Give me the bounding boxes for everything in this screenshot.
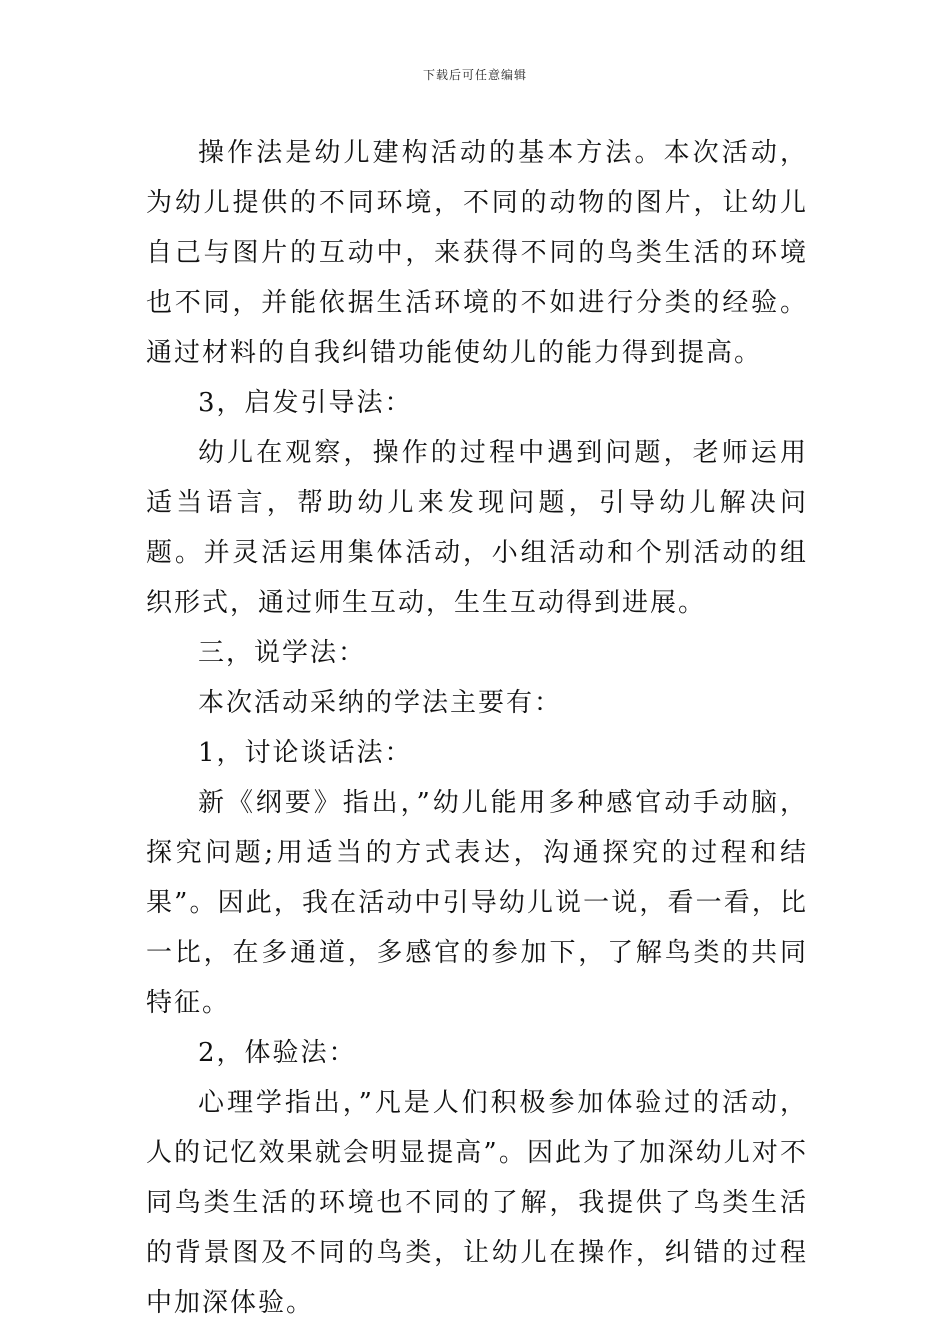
paragraph-guidance-method: 幼儿在观察，操作的过程中遇到问题，老师运用适当语言，帮助幼儿来发现问题，引导幼儿解决问题。并灵活运用集体活动，小组活动和个别活动的组织形式，通过师生互动，生生互动得到进展。 (146, 438, 808, 618)
paragraph-experience-method: 心理学指出，”凡是人们积极参加体验过的活动，人的记忆效果就会明显提高”。因此为了加深幼儿对不同鸟类生活的环境也不同的了解，我提供了鸟类生活的背景图及不同的鸟类，让幼儿在操作，纠错的过程中加深体验。 (146, 1088, 808, 1318)
document-body (146, 128, 808, 1328)
paragraph-operation-method: 操作法是幼儿建构活动的基本方法。本次活动，为幼儿提供的不同环境，不同的动物的图片，让幼儿自己与图片的互动中，来获得不同的鸟类生活的环境也不同，并能依据生活环境的不如进行分类的经验。通过材料的自我纠错功能使幼儿的能力得到提高。 (146, 138, 808, 368)
paragraph-learning-intro: 本次活动采纳的学法主要有： (198, 688, 563, 718)
heading-experience-method: 2，体验法： (198, 1038, 357, 1068)
heading-learning-methods: 三，说学法： (198, 638, 367, 668)
heading-guidance-method: 3，启发引导法： (198, 388, 413, 418)
page-header: 下载后可任意编辑 (422, 68, 527, 82)
paragraph-discussion-method: 新《纲要》指出，”幼儿能用多种感官动手动脑，探究问题;用适当的方式表达，沟通探究的过程和结果”。因此，我在活动中引导幼儿说一说，看一看，比一比，在多通道，多感官的参加下，了解鸟类的共同特征。 (146, 788, 808, 1018)
heading-discussion-method: 1，讨论谈话法： (198, 738, 413, 768)
